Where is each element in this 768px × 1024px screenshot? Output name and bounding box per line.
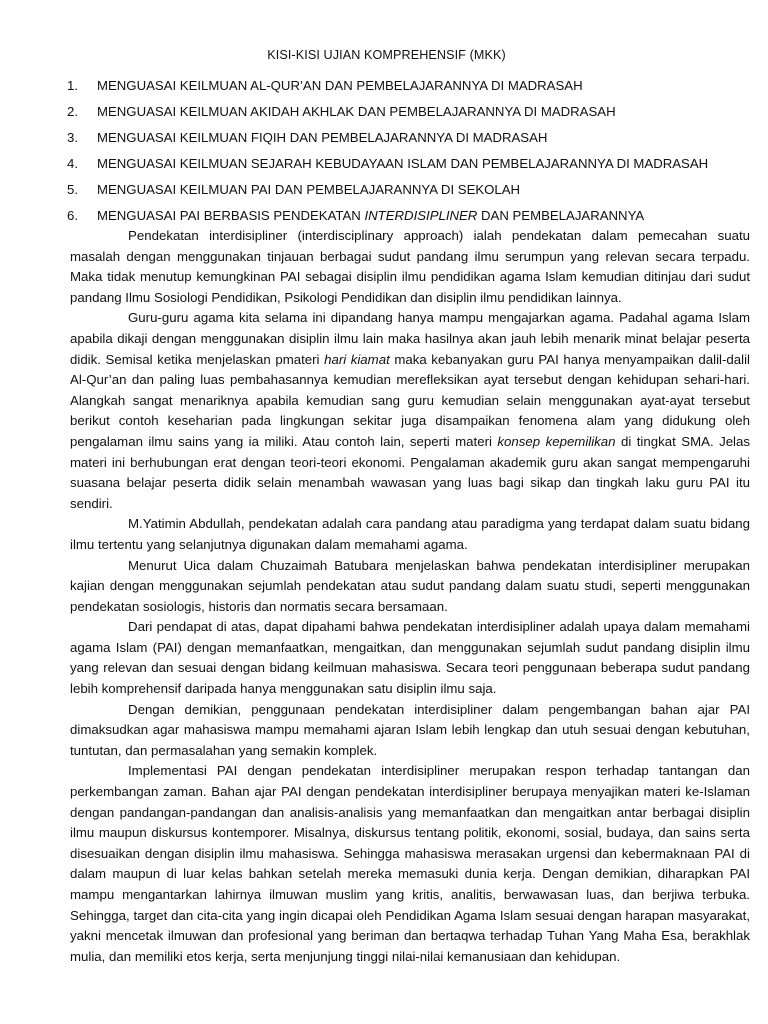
paragraph bbox=[70, 308, 750, 514]
paragraph: M.Yatimin Abdullah, pendekatan adalah cara pandang atau paradigma yang terdapat dalam suatu bidang ilmu tertentu yang selanjutnya digunakan dalam memahami agama. bbox=[70, 516, 750, 552]
list-item-text: MENGUASAI KEILMUAN SEJARAH KEBUDAYAAN ISLAM DAN PEMBELAJARANNYA DI MADRASAH bbox=[97, 156, 709, 171]
paragraph: Implementasi PAI dengan pendekatan interdisipliner merupakan respon terhadap tantangan dan perkembangan zaman. Bahan ajar PAI dengan pendekatan interdisipliner berupaya menyajikan materi ke-Islaman dengan pandangan-pandangan dan analisis-analisis yang memanfaatkan dan mengaitkan antar berbagai disiplin ilmu maupun diskursus kontemporer. Misalnya, diskursus tentang politik, ekonomi, sosial, budaya, dan sains serta disesuaikan dengan disiplin ilmu mahasiswa. Sehingga mahasiswa merasakan urgensi dan kebermaknaan PAI di dalam maupun di luar kelas bahkan setelah mereka memasuki dunia kerja. Dengan demikian, diharapkan PAI mampu mengantarkan lahirnya ilmuwan muslim yang kritis, analitis, berwawasan luas, dan berjiwa terbuka. Sehingga, target dan cita-cita yang ingin dicapai oleh Pendidikan Agama Islam sesuai dengan harapan masyarakat, yakni mencetak ilmuwan dan profesional yang beriman dan bertaqwa terhadap Tuhan Yang Maha Esa, berakhlak mulia, dan memiliki etos kerja, serta menjunjung tinggi nilai-nilai kemanusiaan dan kehidupan. bbox=[70, 763, 750, 964]
paragraph: Dari pendapat di atas, dapat dipahami bahwa pendekatan interdisipliner adalah upaya dalam memahami agama Islam (PAI) dengan memanfaatkan, mengaitkan, dan menggunakan sejumlah sudut pandang disiplin ilmu yang relevan dan sesuai dengan bidang keilmuan mahasiswa. Secara teori penggunaan beberapa sudut pandang lebih komprehensif daripada hanya menggunakan satu disiplin ilmu saja. bbox=[70, 619, 750, 697]
paragraph-text: maka kebanyakan guru PAI hanya menyampaikan dalil-dalil Al-Qur’an dan paling luas pembahasannya kemudian merefleksikan ayat tersebut dengan kehidupan sehari-hari. Alangkah sangat menariknya apabila kemudian sang guru kemudian selain menggunakan ayat-ayat tersebut berikut contoh keseharian pada lingkungan sekitar juga disampaikan fenomena alam yang didukung oleh pengalaman ilmu sains yang ia miliki. Atau contoh lain, seperti materi bbox=[70, 351, 750, 449]
list-item-text: MENGUASAI KEILMUAN AL-QUR’AN DAN PEMBELAJARANNYA DI MADRASAH bbox=[97, 78, 583, 93]
emphasis-text: hari kiamat bbox=[324, 351, 390, 367]
list-item-number: 3. bbox=[67, 130, 78, 145]
list-item bbox=[61, 104, 750, 130]
list-item-number: 2. bbox=[67, 104, 78, 119]
list-item-number: 4. bbox=[67, 156, 78, 171]
list-item-text: MENGUASAI KEILMUAN FIQIH DAN PEMBELAJARANNYA DI MADRASAH bbox=[97, 130, 548, 145]
list-item-number: 5. bbox=[67, 182, 78, 197]
list-item-text: MENGUASAI KEILMUAN AKIDAH AKHLAK DAN PEMBELAJARANNYA DI MADRASAH bbox=[97, 104, 616, 119]
list-item-text: MENGUASAI KEILMUAN PAI DAN PEMBELAJARANNYA DI SEKOLAH bbox=[97, 182, 521, 197]
document-title: KISI-KISI UJIAN KOMPREHENSIF (MKK) bbox=[267, 48, 506, 62]
list-item-text-part: MENGUASAI PAI BERBASIS PENDEKATAN bbox=[97, 208, 365, 223]
list-item bbox=[61, 130, 750, 156]
topic-list bbox=[61, 78, 750, 234]
paragraph: Menurut Uica dalam Chuzaimah Batubara menjelaskan bahwa pendekatan interdisipliner merupakan kajian dengan menggunakan sejumlah pendekatan atau sudut pandang dalam suatu studi, seperti menggunakan pendekatan sosiologis, historis dan normatis secara bersamaan. bbox=[70, 557, 750, 614]
list-item bbox=[61, 156, 750, 182]
list-item-number: 6. bbox=[67, 208, 78, 223]
paragraph-text: Guru-guru agama kita selama ini dipandang hanya mampu mengajarkan agama. Padahal agama Islam apabila dikaji dengan menggunakan disiplin ilmu lain maka hasilnya akan jauh lebih menarik minat belajar peserta didik. Semisal ketika menjelaskan pmateri bbox=[70, 310, 750, 367]
list-item-number: 1. bbox=[67, 78, 78, 93]
emphasis-text: INTERDISIPLINER bbox=[364, 208, 478, 223]
list-item-text-part: DAN PEMBELAJARANNYA bbox=[477, 208, 645, 223]
paragraph: Dengan demikian, penggunaan pendekatan interdisipliner dalam pengembangan bahan ajar PAI dimaksudkan agar mahasiswa mampu memahami ajaran Islam lebih lengkap dan utuh sesuai dengan kebutuhan, tuntutan, dan permasalahan yang semakin komplek. bbox=[70, 701, 750, 758]
paragraph-text: di tingkat SMA. Jelas materi ini berhubungan erat dengan teori-teori ekonomi. Pengalaman akademik guru akan sangat mempengaruhi suasana belajar peserta didik selain menambah wawasan yang luas bagi sikap dan tingkah laku guru PAI itu sendiri. bbox=[70, 433, 750, 511]
list-item bbox=[61, 78, 750, 104]
document-body bbox=[70, 226, 750, 967]
paragraph: Pendekatan interdisipliner (interdisciplinary approach) ialah pendekatan dalam pemecahan suatu masalah dengan menggunakan tinjauan berbagai sudut pandang ilmu serumpun yang relevan secara terpadu. Maka tidak menutup kemungkinan PAI sebagai disiplin ilmu pendidikan agama Islam kemudian ditinjau dari sudut pandang Ilmu Sosiologi Pendidikan, Psikologi Pendidikan dan disiplin ilmu pendidikan lainnya. bbox=[70, 228, 750, 305]
list-item bbox=[61, 182, 750, 208]
emphasis-text: konsep kepemilikan bbox=[497, 433, 616, 449]
